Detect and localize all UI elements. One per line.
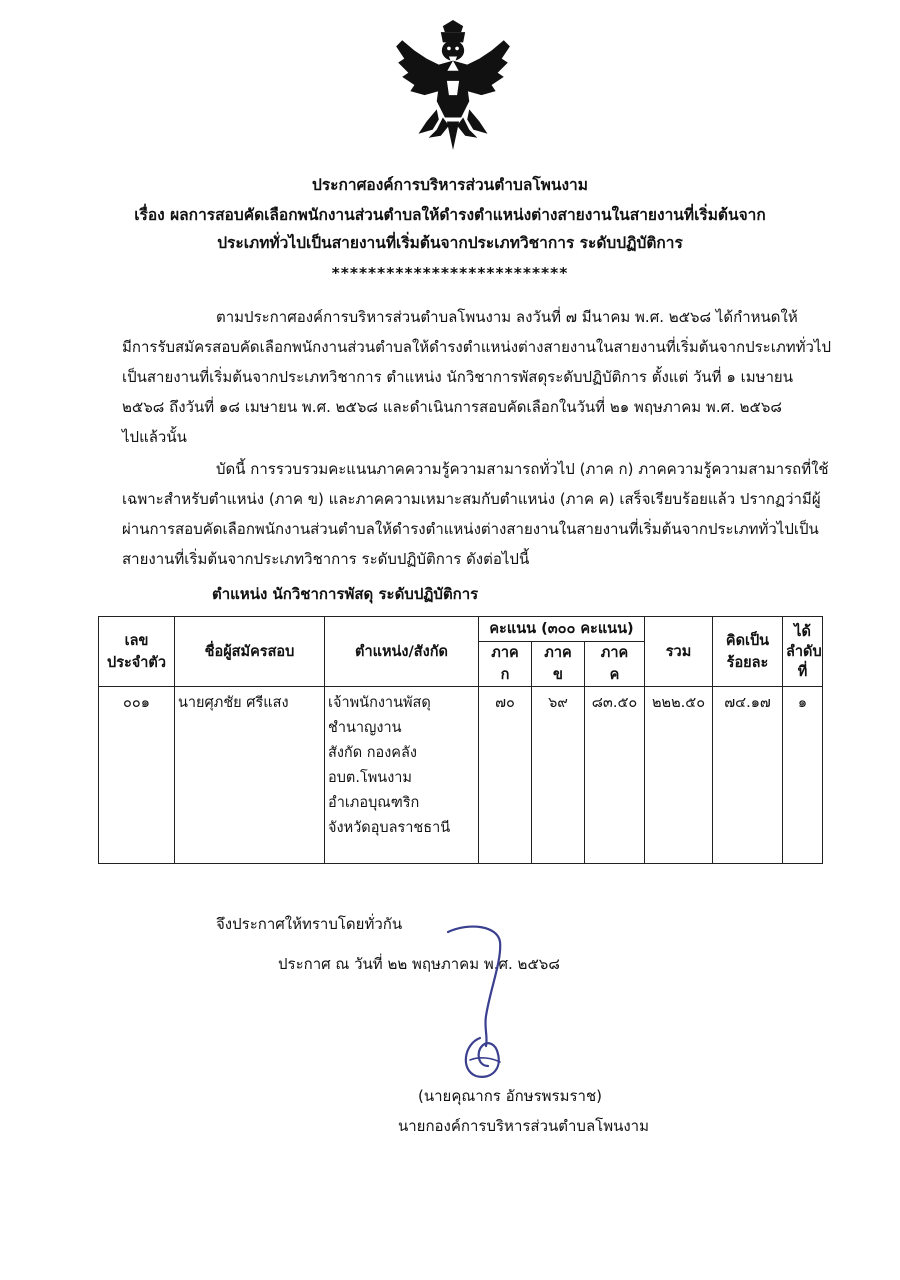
paragraph-2-line: บัดนี้ การรวบรวมคะแนนภาคความรู้ความสามารถทั่วไป (ภาค ก) ภาคความรู้ความสามารถที่ใช้	[216, 460, 829, 478]
results-table	[98, 616, 823, 864]
garuda-emblem	[392, 20, 514, 152]
paragraph-1-line: เป็นสายงานที่เริ่มต้นจากประเภทวิชาการ ตำแหน่ง นักวิชาการพัสดุระดับปฏิบัติการ ตั้งแต่ วันที่ ๑ เมษายน	[122, 368, 793, 386]
cell-part-a: ๗๐	[479, 687, 532, 864]
paragraph-1-line: ตามประกาศองค์การบริหารส่วนตำบลโพนงาม ลงวันที่ ๗ มีนาคม พ.ศ. ๒๕๖๘ ได้กำหนดให้	[216, 308, 798, 326]
divider: **************************	[331, 264, 569, 282]
header-percent: คิดเป็น ร้อยละ	[713, 617, 783, 687]
cell-percent: ๗๔.๑๗	[713, 687, 783, 864]
signature	[440, 920, 540, 1085]
cell-name: นายศุภชัย ศรีแสง	[175, 687, 325, 864]
header-total: รวม	[645, 617, 713, 687]
position-title: ตำแหน่ง นักวิชาการพัสดุ ระดับปฏิบัติการ	[212, 585, 479, 603]
header-part-c: ภาค ค	[585, 642, 645, 687]
paragraph-1-line: ๒๕๖๘ ถึงวันที่ ๑๘ เมษายน พ.ศ. ๒๕๖๘ และดำเนินการสอบคัดเลือกในวันที่ ๒๑ พฤษภาคม พ.ศ. ๒๕๖๘	[122, 398, 782, 416]
cell-total: ๒๒๒.๕๐	[645, 687, 713, 864]
cell-part-b: ๖๙	[532, 687, 585, 864]
announcement-date: ประกาศ ณ วันที่ ๒๒ พฤษภาคม พ.ศ. ๒๕๖๘	[278, 955, 560, 973]
header-position: ตำแหน่ง/สังกัด	[325, 617, 479, 687]
header-score-group: คะแนน (๓๐๐ คะแนน)	[479, 617, 645, 642]
header-id: เลข ประจำตัว	[99, 617, 175, 687]
cell-position: เจ้าพนักงานพัสดุ ชำนาญงาน สังกัด กองคลัง อบต.โพนงาม อำเภอบุณฑริก จังหวัดอุบลราชธานี	[325, 687, 479, 864]
paragraph-2-line: เฉพาะสำหรับตำแหน่ง (ภาค ข) และภาคความเหมาะสมกับตำแหน่ง (ภาค ค) เสร็จเรียบร้อยแล้ว ปรากฏว่ามีผู้	[122, 490, 821, 508]
paragraph-2-line: สายงานที่เริ่มต้นจากประเภทวิชาการ ระดับปฏิบัติการ ดังต่อไปนี้	[122, 550, 530, 568]
paragraph-2-line: ผ่านการสอบคัดเลือกพนักงานส่วนตำบลให้ดำรงตำแหน่งต่างสายงานในสายงานที่เริ่มต้นจากประเภททั่วไปเป็น	[122, 520, 819, 538]
table-row	[99, 687, 823, 864]
paragraph-2	[122, 454, 829, 574]
paragraph-1-line: ไปแล้วนั้น	[122, 428, 187, 446]
closing-announcement: จึงประกาศให้ทราบโดยทั่วกัน	[216, 915, 403, 933]
signer-title: นายกองค์การบริหารส่วนตำบลโพนงาม	[398, 1117, 649, 1135]
cell-part-c: ๘๓.๕๐	[585, 687, 645, 864]
header-rank: ได้ ลำดับ ที่	[783, 617, 823, 687]
signer-name: (นายคุณากร อักษรพรมราช)	[418, 1087, 602, 1105]
subject-line-2: ประเภททั่วไปเป็นสายงานที่เริ่มต้นจากประเภทวิชาการ ระดับปฏิบัติการ	[217, 234, 683, 252]
cell-rank: ๑	[783, 687, 823, 864]
paragraph-1	[122, 302, 831, 452]
announcement-title: ประกาศองค์การบริหารส่วนตำบลโพนงาม	[312, 176, 588, 194]
header-part-a: ภาค ก	[479, 642, 532, 687]
header-name: ชื่อผู้สมัครสอบ	[175, 617, 325, 687]
subject-line-1: เรื่อง ผลการสอบคัดเลือกพนักงานส่วนตำบลให้ดำรงตำแหน่งต่างสายงานในสายงานที่เริ่มต้นจาก	[134, 206, 766, 224]
cell-id: ๐๐๑	[99, 687, 175, 864]
header-part-b: ภาค ข	[532, 642, 585, 687]
paragraph-1-line: มีการรับสมัครสอบคัดเลือกพนักงานส่วนตำบลให้ดำรงตำแหน่งต่างสายงานในสายงานที่เริ่มต้นจากประเภททั่วไป	[122, 338, 831, 356]
